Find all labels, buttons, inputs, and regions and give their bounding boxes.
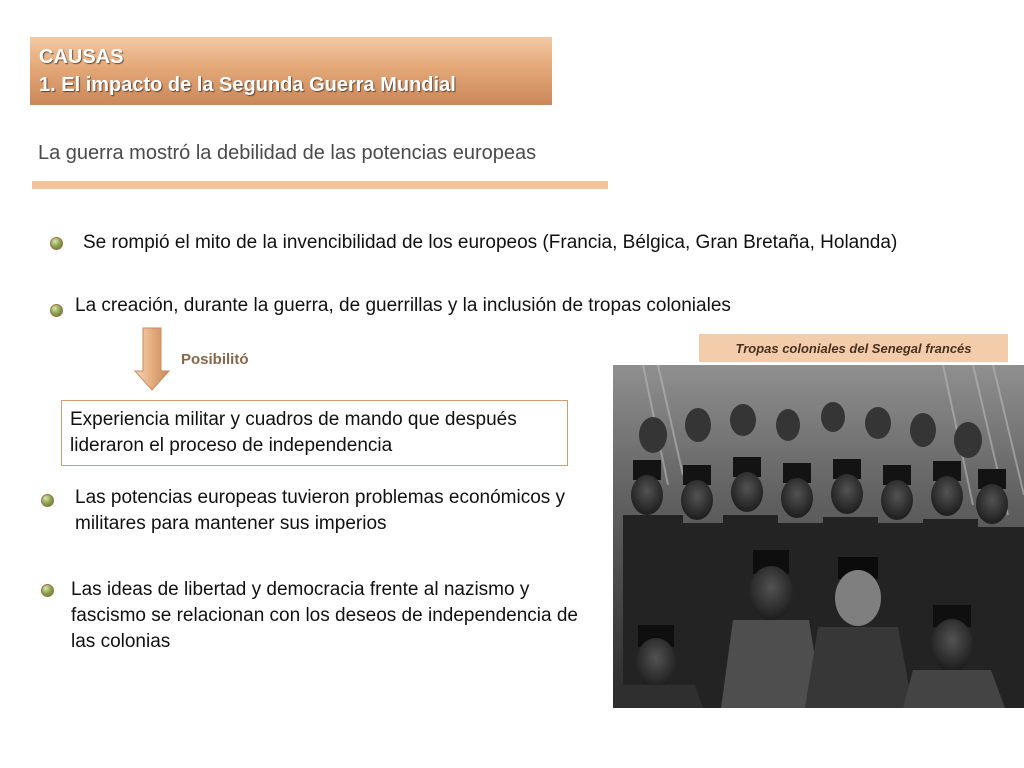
- subtitle-underline-bar: [32, 181, 608, 189]
- photo-senegalese-troops: [613, 365, 1024, 708]
- photo-caption-text: Tropas coloniales del Senegal francés: [735, 340, 972, 356]
- photo-caption: [699, 334, 1008, 362]
- bullet-icon: [50, 237, 63, 250]
- posibilito-label: Posibilitó: [181, 351, 249, 368]
- bullet-icon: [50, 304, 63, 317]
- arrow-down-icon: [134, 327, 170, 391]
- photo-image: [613, 365, 1024, 708]
- bullet-icon: [41, 494, 54, 507]
- title-line-topic: 1. El impacto de la Segunda Guerra Mundial: [39, 74, 456, 96]
- consequence-box: [61, 400, 568, 466]
- bullet-text-1: Se rompió el mito de la invencibilidad de los europeos (Francia, Bélgica, Gran Bretaña, Holanda): [83, 232, 898, 253]
- bullet-text-3: Las potencias europeas tuvieron problemas económicos y militares para mantener sus imperios: [75, 487, 566, 534]
- consequence-text: Experiencia militar y cuadros de mando que después lideraron el proceso de independencia: [70, 409, 517, 456]
- bullet-text-4: Las ideas de libertad y democracia frente al nazismo y fascismo se relacionan con los deseos de independencia de las colonias: [71, 579, 578, 652]
- bullet-icon: [41, 584, 54, 597]
- title-line-causas: CAUSAS: [39, 46, 124, 68]
- slide-subtitle: La guerra mostró la debilidad de las potencias europeas: [38, 142, 537, 164]
- slide-title: [30, 37, 552, 105]
- bullet-text-2: La creación, durante la guerra, de guerrillas y la inclusión de tropas coloniales: [75, 295, 731, 316]
